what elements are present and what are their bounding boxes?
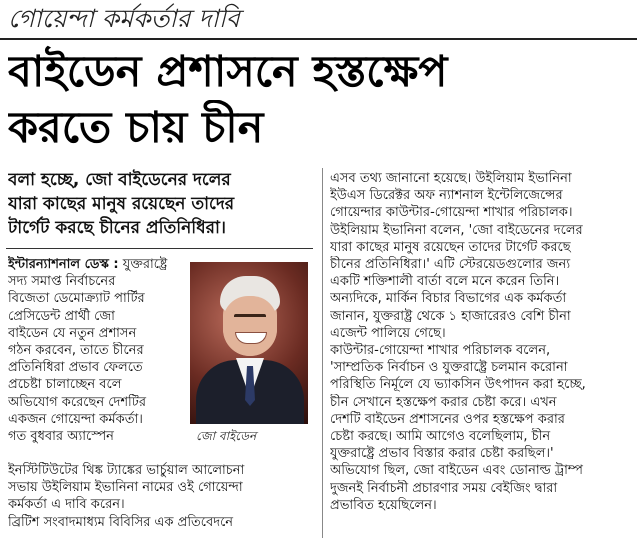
right-line: কাউন্টার-গোয়েন্দা শাখার পরিচালক বলেন, [330,343,551,359]
right-line: প্রভাবিত হয়েছিলেন। [330,497,437,513]
photo-eyes [234,314,266,321]
deck [8,168,313,240]
left-full-line: কর্মকর্তা এ দাবি করেন। [8,497,125,513]
right-line: দুজনই নির্বাচনী প্রচারণার সময় বেইজিং দ্বারা [330,480,558,496]
headline-line: করতে চায় চীন [8,103,264,153]
right-line: অন্যদিকে, মার্কিন বিচার বিভাগের এক কর্মকর্তা [330,291,567,307]
left-line: প্রেসিডেন্ট প্রার্থী জো [8,308,115,324]
kicker-rule [0,38,637,40]
left-full-line: সভায় উইলিয়াম ইভানিনা নামের ওই গোয়েন্দা [8,480,243,496]
left-line: বিজেতা ডেমোক্র্যাট পার্টির [8,291,145,307]
photo-caption: জো বাইডেন [196,429,257,443]
right-line: অভিযোগ ছিল, জো বাইডেন এবং ডোনাল্ড ট্রাম্প [330,463,583,479]
right-line: এসব তথ্য জানানো হয়েছে। উইলিয়াম ইভানিনা [330,171,572,186]
left-line: একজন গোয়েন্দা কর্মকর্তা। [8,411,143,427]
right-column [330,170,630,514]
right-line: যারা কাছের মানুষ রয়েছেন তাদের টার্গেট করছে [330,239,571,255]
left-line: গত বুধবার অ্যাস্পেন [8,429,114,445]
left-column-full-width [8,462,313,531]
right-line: চীন সেখানে হস্তক্ষেপ করার চেষ্টা করে। এখন [330,394,557,410]
kicker: গোয়েন্দা কর্মকর্তার দাবি [8,4,240,33]
left-line: সদ্য সমাপ্ত নির্বাচনের [8,274,116,290]
deck-divider [6,248,313,249]
right-line: উইলিয়াম ইভানিনা বলেন, 'জো বাইডেনের দলের [330,222,583,238]
right-line: চেষ্টা করছে। আমি আগেও বলেছিলাম, চীন [330,429,551,445]
left-line: গঠন করবেন, তাতে চীনের [8,343,144,359]
dateline: ইন্টারন্যাশনাল ডেস্ক : [8,257,119,272]
right-line: একটি শক্তিশালী বার্তা বলে মনে করেন তিনি। [330,274,560,290]
left-line: প্রতিনিধিরা প্রভাব ফেলতে [8,360,143,376]
right-line: চীনের প্রতিনিধিরা।' এটি স্টেরয়েডগুলোর জন্য [330,257,571,273]
right-line: 'সাম্প্রতিক নির্বাচন ও যুক্তরাষ্ট্রে চলমান করোনা [330,360,568,376]
left-full-line: ব্রিটিশ সংবাদমাধ্যম বিবিসির এক প্রতিবেদনে [8,514,234,530]
photo-face-front [223,296,277,356]
right-line: জানান, যুক্তরাষ্ট্র থেকে ১ হাজারেরও বেশি চীনা [330,308,571,324]
left-column [8,256,188,445]
right-line: পরিস্থিতি নির্মূলে যে ভ্যাকসিন উৎপাদন করা হচ্ছে, [330,377,586,393]
left-full-line: ইনস্টিটিউটের থিঙ্ক ট্যাঙ্কের ভার্চুয়াল আলোচনা [8,463,245,478]
right-line: যুক্তরাষ্ট্রে প্রভাব বিস্তার করার চেষ্টা করছিল।' [330,446,554,462]
biden-photo [190,262,308,424]
left-line: প্রচেষ্টা চালাচ্ছেন বলে [8,377,122,393]
headline [8,44,628,156]
headline-line: বাইডেন প্রশাসনে হস্তক্ষেপ [8,47,448,97]
deck-line: টার্গেট করছে চীনের প্রতিনিধিরা। [8,218,226,238]
deck-line: বলা হচ্ছে, জো বাইডেনের দলের [8,170,231,190]
left-line: অভিযোগ করেছেন দেশটির [8,394,147,410]
right-line: এজেন্ট পালিয়ে গেছে। [330,325,446,341]
left-first-line [8,256,188,273]
right-line: ইউএস ডিরেক্টর অফ ন্যাশনাল ইন্টেলিজেন্সের [330,188,563,204]
first-line-rest: যুক্তরাষ্ট্রে [118,257,168,272]
column-rule [322,168,323,538]
left-line: বাইডেন যে নতুন প্রশাসন [8,325,137,341]
deck-line: যারা কাছের মানুষ রয়েছেন তাদের [8,194,235,214]
right-line: দেশটি বাইডেন প্রশাসনের ওপর হস্তক্ষেপ করার [330,411,565,427]
right-line: গোয়েন্দার কাউন্টার-গোয়েন্দা শাখার পরিচালক। [330,205,573,221]
